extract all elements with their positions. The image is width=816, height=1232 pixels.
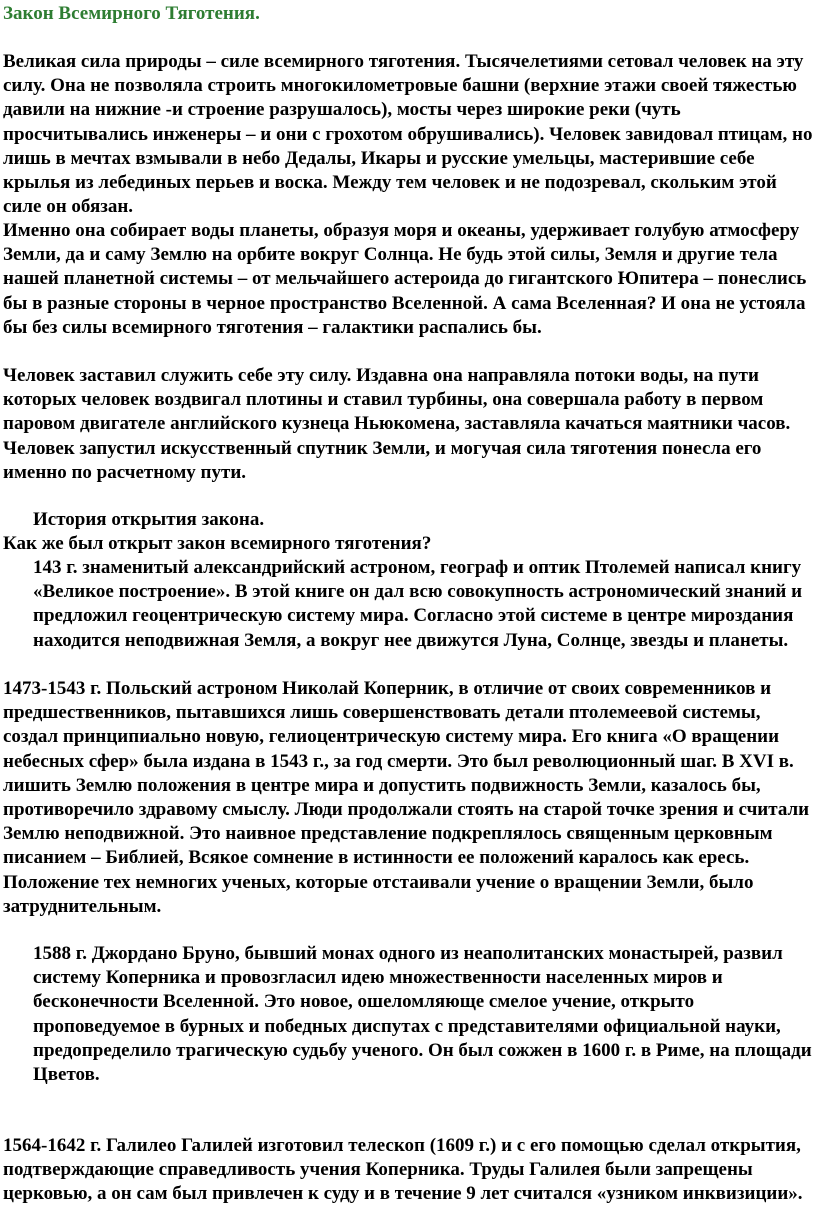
ptolemy-paragraph: 143 г. знаменитый александрийский астроном, географ и оптик Птолемей написал книгу «Великое построение». В этой книге он дал всю совокупность астрономический знаний и предложил геоцентрическую систему мира. Согласно этой системе в центре мироздания находится неподвижная Земля, а вокруг нее движутся Луна, Солнце, звезды и планеты. — [33, 557, 803, 651]
bruno-paragraph: 1588 г. Джордано Бруно, бывший монах одного из неаполитанских монастырей, развил систему Коперника и провозгласил идею множественности населенных миров и бесконечности Вселенной. Это новое, ошеломляюще смелое учение, открыто проповедуемое в бурных и победных диспутах с представителями официальной науки, предопределило трагическую судьбу ученого. Он был сожжен в 1600 г. в Риме, на площади Цветов. — [33, 943, 812, 1086]
intro-paragraph: Великая сила природы – силе всемирного тяготения. Тысячелетиями сетовал человек на эту силу. Она не позволяла строить многокилометровые башни (верхние этажи своей тяжестью давили на нижние -и строение разрушалось), мосты через широкие реки (чуть просчитывались инженеры – и они с грохотом обрушивались). Человек завидовал птицам, но лишь в мечтах взмывали в небо Дедалы, Икары и русские умельцы, мастерившие себе крылья из лебединых перьев и воска. Между тем человек и не подозревал, скольким этой силе он обязан. — [3, 51, 813, 218]
history-question: Как же был открыт закон всемирного тяготения? — [3, 533, 432, 554]
gravity-role-paragraph: Именно она собирает воды планеты, образуя моря и океаны, удерживает голубую атмосферу Земли, да и саму Землю на орбите вокруг Солнца. Не будь этой силы, Земля и другие тела нашей планетной системы – от мельчайшего астероида до гигантского Юпитера – понеслись бы в разные стороны в черное пространство Вселенной. А сама Вселенная? И она не устояла бы без силы всемирного тяготения – галактики распались бы. — [3, 220, 807, 338]
galileo-paragraph: 1564-1642 г. Галилео Галилей изготовил телескоп (1609 г.) и с его помощью сделал открытия, подтверждающие справедливость учения Коперника. Труды Галилея были запрещены церковью, а он сам был привлечен к суду и в течение 9 лет считался «узником инквизиции». — [3, 1135, 803, 1205]
human-use-paragraph: Человек заставил служить себе эту силу. Издавна она направляла потоки воды, на пути которых человек воздвигал плотины и ставил турбины, она совершала работу в первом паровом двигателе английского кузнеца Ньюкомена, заставляла качаться маятники часов. Человек запустил искусственный спутник Земли, и могучая сила тяготения понесла его именно по расчетному пути. — [3, 365, 791, 483]
history-heading: История открытия закона. — [33, 509, 265, 530]
copernicus-paragraph: 1473-1543 г. Польский астроном Николай Коперник, в отличие от своих современников и предшественников, пытавшихся лишь совершенствовать детали птолемеевой системы, создал принципиально новую, гелиоцентрическую систему мира. Его книга «О вращении небесных сфер» была издана в 1543 г., за год смерти. Это был революционный шаг. В XVI в. лишить Землю положения в центре мира и допустить подвижность Земли, казалось бы, противоречило здравому смыслу. Люди продолжали стоять на старой точке зрения и считали Землю неподвижной. Это наивное представление подкреплялось священным церковным писанием – Библией, Всякое сомнение в истинности ее положений каралось как ересь. Положение тех немногих ученых, которые отстаивали учение о вращении Земли, было затруднительным. — [3, 678, 810, 917]
document-title: Закон Всемирного Тяготения. — [3, 3, 260, 24]
